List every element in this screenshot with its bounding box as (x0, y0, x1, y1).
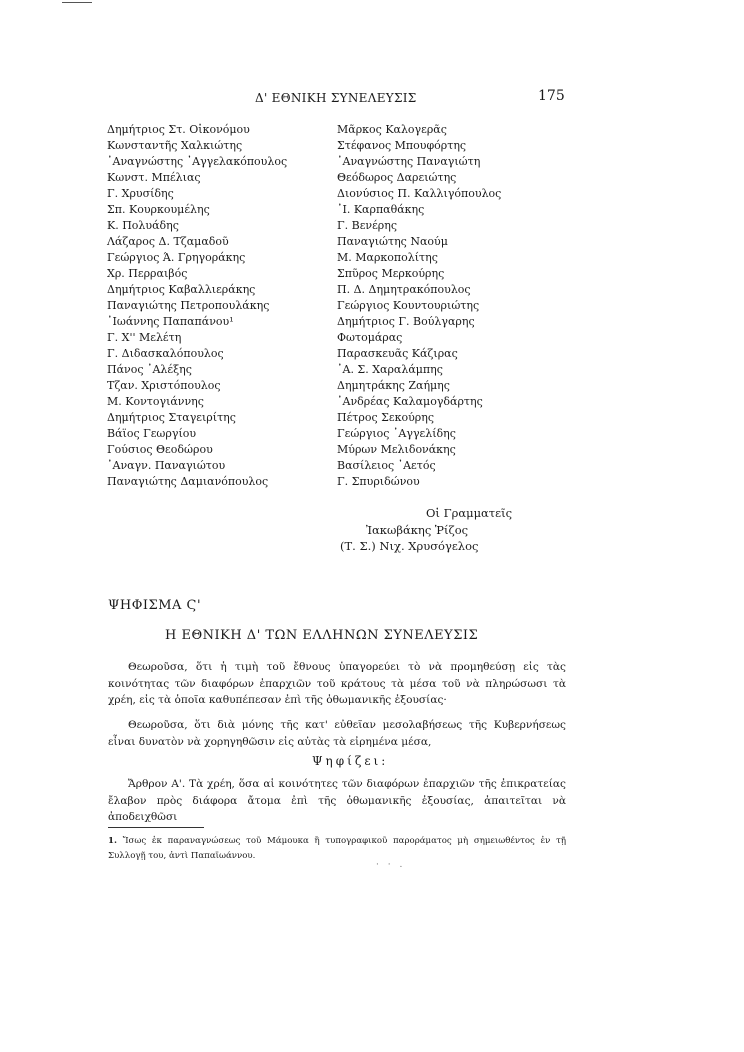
signatory-right-2: Στέφανος Μπουφόρτης (337, 139, 467, 152)
footnote-number: 1. (108, 836, 117, 846)
footnote (108, 834, 566, 864)
signatory-right-21: Μύρων Μελιδονάκης (337, 443, 456, 456)
footnote-rule (108, 827, 204, 828)
footnote-text: Ἴσως ἐκ παραναγνώσεως τοῦ Μάμουκα ἢ τυπογραφικοῦ παροράματος μὴ σημειωθέντος ἐν τῇ Συλλογῇ του, ἀντὶ Παπαϊωάννου. (108, 836, 567, 861)
corner-rule (62, 2, 92, 3)
scan-specks: · · . (376, 860, 406, 870)
signatory-left-10: Χρ. Περραιβός (107, 267, 188, 280)
signatory-left-4: Κωνστ. Μπέλιας (107, 171, 201, 184)
signatory-right-12: Γεώργιος Κουντουριώτης (337, 299, 480, 312)
signatory-left-22: ᾿Αναγν. Παναγιώτου (107, 459, 226, 472)
signatory-right-6: ᾿Ι. Καρπαθάκης (337, 203, 425, 216)
signatory-right-14: Φωτομάρας (337, 331, 403, 344)
signatory-left-2: Κωνσταντῆς Χαλκιώτης (107, 139, 243, 152)
signatories-left-column (107, 122, 287, 490)
signatory-right-7: Γ. Βενέρης (337, 219, 398, 232)
seal-mark: (Τ. Σ.) (340, 539, 376, 553)
page-number: 175 (538, 88, 565, 104)
signatory-right-18: ᾿Ανδρέας Καλαμογδάρτης (337, 395, 483, 408)
signatory-left-23: Παναγιώτης Δαμιανόπουλος (107, 475, 269, 488)
signatory-left-17: Τζαν. Χριστόπουλος (107, 379, 221, 392)
running-header: Δ' ΕΘΝΙΚΗ ΣΥΝΕΛΕΥΣΙΣ (255, 91, 417, 105)
secretaries-block (340, 505, 512, 555)
assembly-title: Η ΕΘΝΙΚΗ Δ' ΤΩΝ ΕΛΛΗΝΩΝ ΣΥΝΕΛΕΥΣΙΣ (165, 628, 479, 643)
signatory-right-8: Παναγιώτης Ναούμ (337, 235, 448, 248)
signatory-left-11: Δημήτριος Καβαλλιεράκης (107, 283, 256, 296)
signatory-left-3: ᾿Αναγνώστης ᾿Αγγελακόπουλος (107, 155, 288, 168)
secretary-row-2 (340, 538, 512, 555)
signatory-left-15: Γ. Διδασκαλόπουλος (107, 347, 224, 360)
secretary-name-1: Ἰακωβάκης Ῥίζος (366, 522, 469, 537)
signatory-right-15: Παρασκευᾶς Κάζιρας (337, 347, 458, 360)
signatory-right-1: Μᾶρκος Καλογερᾶς (337, 123, 447, 136)
signatory-left-9: Γεώργιος Ά. Γρηγοράκης (107, 251, 246, 264)
signatory-left-1: Δημήτριος Στ. Οἰκονόμου (107, 123, 250, 136)
signatory-left-19: Δημήτριος Σταγειρίτης (107, 411, 236, 424)
signatory-right-22: Βασίλειος ᾿Αετός (337, 459, 436, 472)
signatory-left-14: Γ. Χ'' Μελέτη (107, 331, 182, 344)
signatory-right-11: Π. Δ. Δημητρακόπουλος (337, 283, 471, 296)
signatory-left-18: Μ. Κοντογιάννης (107, 395, 204, 408)
signatory-right-9: Μ. Μαρκοπολίτης (337, 251, 438, 264)
signatory-left-8: Λάζαρος Δ. Τζαμαδοῦ (107, 235, 229, 248)
signatory-right-19: Πέτρος Σεκούρης (337, 411, 435, 424)
signatory-right-3: ᾿Αναγνώστης Παναγιώτη (337, 155, 481, 168)
signatory-right-4: Θεόδωρος Δαρειώτης (337, 171, 457, 184)
secretary-name-2: Νιχ. Χρυσόγελος (379, 539, 479, 553)
whereas-paragraph-1: Θεωροῦσα, ὅτι ἡ τιμὴ τοῦ ἔθνους ὑπαγορεύει τὸ νὰ προμηθεύσῃ εἰς τὰς κοινότητας τῶν διαφόρων ἐπαρχιῶν τοῦ κράτους τὰ μέσα τοῦ νὰ πληρώσωσι τὰ χρέη, εἰς τὰ ὁποῖα καθυπέπεσαν ἐπὶ τῆς ὀθωμανικῆς ἐξουσίας· (108, 661, 566, 706)
signatory-left-16: Πάνος ᾿Αλέξης (107, 363, 192, 376)
signatories-right-column (337, 122, 501, 490)
signatory-left-13: ᾿Ιωάννης Παπαπάνου¹ (107, 315, 234, 328)
signatory-right-20: Γεώργιος ᾿Αγγελίδης (337, 427, 456, 440)
whereas-paragraph-2: Θεωροῦσα, ὅτι διὰ μόνης τῆς κατ' εὐθεῖαν μεσολαβήσεως τῆς Κυβερνήσεως εἶναι δυνατὸν νὰ χορηγηθῶσιν εἰς αὐτὰς τὰ εἰρημένα μέσα, (108, 719, 566, 748)
signatory-left-6: Σπ. Κουρκουμέλης (107, 203, 210, 216)
signatory-left-7: Κ. Πολυάδης (107, 219, 179, 232)
decree-label: ΨΗΦΙΣΜΑ Ϛ' (108, 598, 202, 613)
decides-heading: Ψηφίζει: (312, 754, 389, 768)
signatory-right-23: Γ. Σπυριδώνου (337, 475, 420, 488)
signatory-left-21: Γούσιος Θεοδώρου (107, 443, 213, 456)
signatory-left-12: Παναγιώτης Πετροπουλάκης (107, 299, 270, 312)
secretaries-title: Οἱ Γραμματεῖς (426, 506, 513, 520)
article-a-paragraph: Ἄρθρον Α'. Τὰ χρέη, ὅσα αἱ κοινότητες τῶν διαφόρων ἐπαρχιῶν τῆς ἐπικρατείας ἔλαβον πρὸς διάφορα ἄτομα ἐπὶ τῆς ὀθωμανικῆς ἐξουσίας, ἀπαιτεῖται νὰ ἀποδειχθῶσι (108, 778, 566, 823)
signatory-left-5: Γ. Χρυσίδης (107, 187, 174, 200)
signatory-right-17: Δημητράκης Ζαήμης (337, 379, 450, 392)
signatory-right-10: Σπῦρος Μερκούρης (337, 267, 445, 280)
signatory-right-5: Διονύσιος Π. Καλλιγόπουλος (337, 187, 502, 200)
signatory-right-13: Δημήτριος Γ. Βούλγαρης (337, 315, 475, 328)
signatory-left-20: Βάϊος Γεωργίου (107, 427, 197, 440)
signatory-right-16: ᾿Α. Σ. Χαραλάμπης (337, 363, 443, 376)
